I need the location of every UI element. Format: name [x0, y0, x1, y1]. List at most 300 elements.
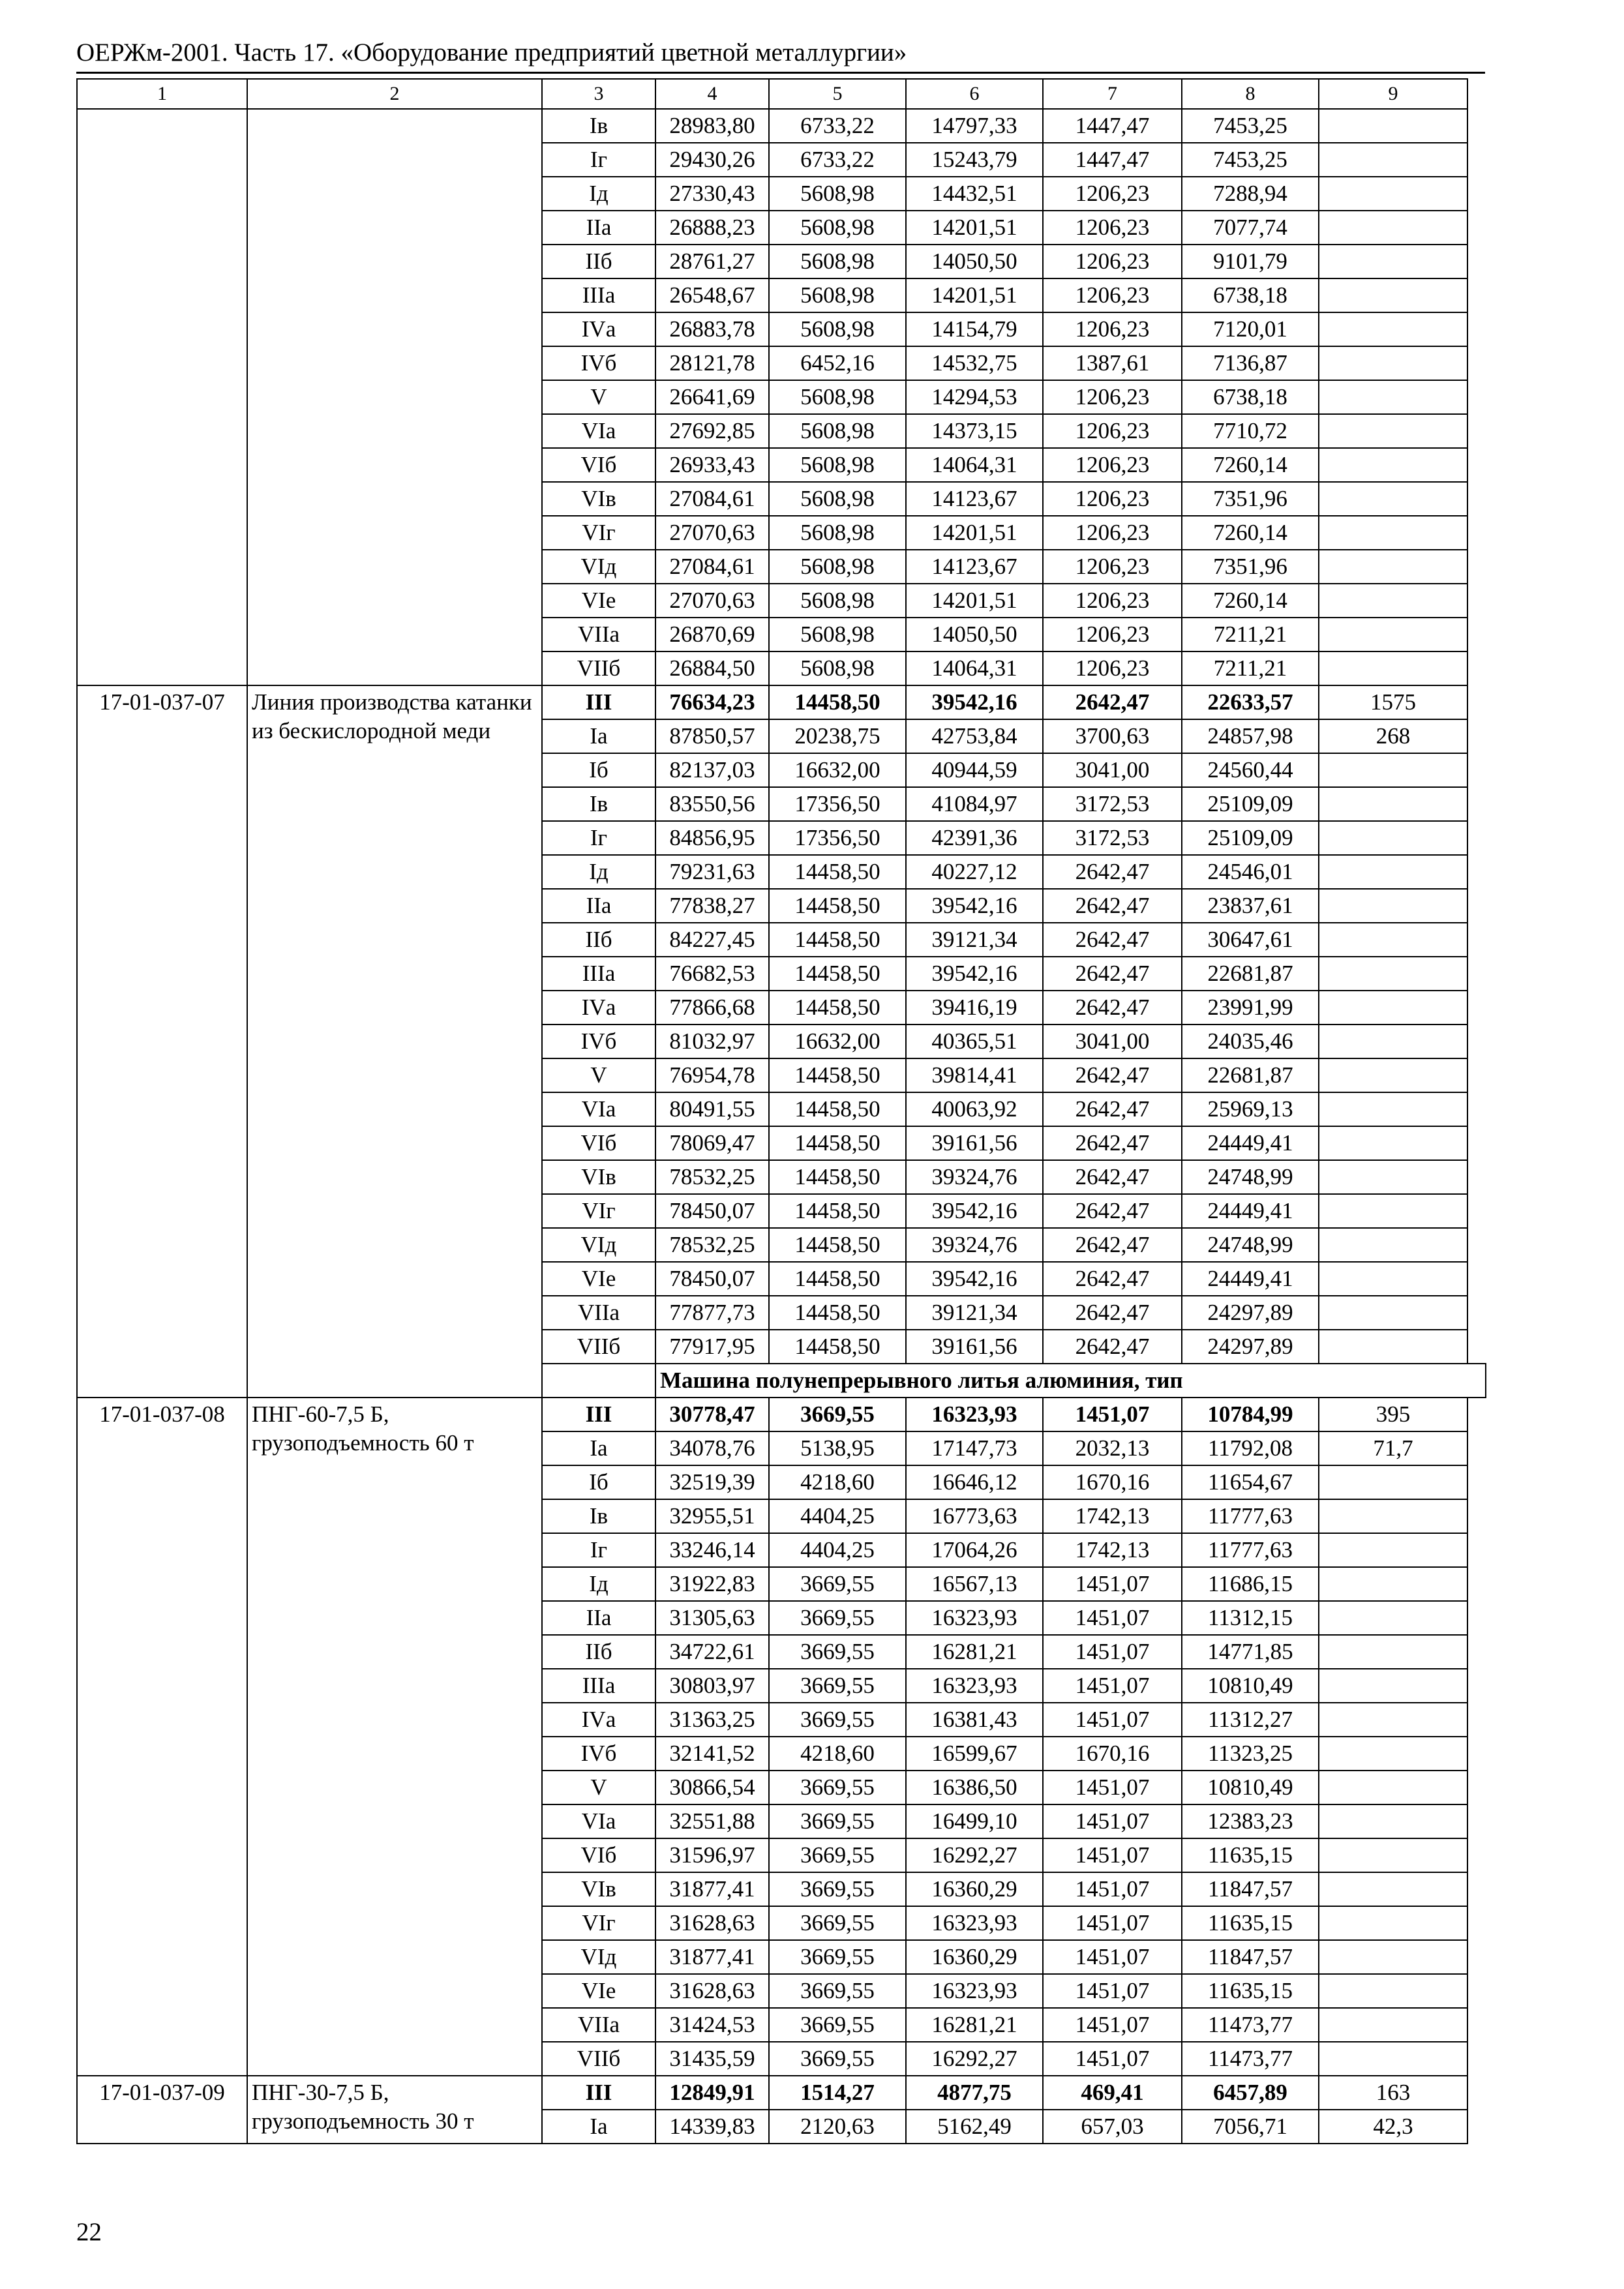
wages: 5608,98 — [769, 211, 906, 245]
operator-wages: 2642,47 — [1043, 889, 1182, 923]
machine-cost: 39324,76 — [906, 1160, 1043, 1194]
total-cost: 31305,63 — [655, 1601, 769, 1635]
wages: 3669,55 — [769, 2008, 906, 2042]
operator-wages: 1451,07 — [1043, 1804, 1182, 1838]
materials-cost: 11473,77 — [1182, 2008, 1319, 2042]
operator-wages: 1387,61 — [1043, 346, 1182, 380]
wages: 5608,98 — [769, 550, 906, 584]
materials-cost: 7260,14 — [1182, 584, 1319, 618]
total-cost: 78069,47 — [655, 1126, 769, 1160]
region-code: IVб — [542, 346, 655, 380]
total-cost: 78450,07 — [655, 1194, 769, 1228]
operator-wages: 3172,53 — [1043, 821, 1182, 855]
labor-hours — [1319, 177, 1467, 211]
labor-hours — [1319, 1160, 1467, 1194]
labor-hours — [1319, 1228, 1467, 1262]
operator-wages: 2642,47 — [1043, 957, 1182, 991]
region-code: VIг — [542, 1906, 655, 1940]
machine-cost: 16360,29 — [906, 1940, 1043, 1974]
labor-hours — [1319, 618, 1467, 651]
wages: 3669,55 — [769, 1669, 906, 1703]
wages: 14458,50 — [769, 855, 906, 889]
materials-cost: 30647,61 — [1182, 923, 1319, 957]
wages: 14458,50 — [769, 991, 906, 1025]
region-code: Iв — [542, 787, 655, 821]
total-cost: 14339,83 — [655, 2110, 769, 2144]
materials-cost: 7211,21 — [1182, 651, 1319, 685]
item-code: 17-01-037-08 — [77, 1398, 247, 2076]
operator-wages: 1206,23 — [1043, 550, 1182, 584]
region-code: III — [542, 2076, 655, 2110]
labor-hours — [1319, 1058, 1467, 1092]
wages: 14458,50 — [769, 1160, 906, 1194]
machine-cost: 42391,36 — [906, 821, 1043, 855]
machine-cost: 39542,16 — [906, 1262, 1043, 1296]
column-number: 1 — [77, 79, 247, 109]
machine-cost: 17064,26 — [906, 1533, 1043, 1567]
region-code: III — [542, 685, 655, 719]
wages: 14458,50 — [769, 1092, 906, 1126]
operator-wages: 1451,07 — [1043, 1635, 1182, 1669]
operator-wages: 1451,07 — [1043, 1771, 1182, 1804]
wages: 5608,98 — [769, 414, 906, 448]
item-name: Линия производства катанки из бескислородной меди — [247, 685, 542, 1398]
labor-hours — [1319, 109, 1467, 143]
materials-cost: 11792,08 — [1182, 1431, 1319, 1465]
item-row — [77, 1398, 1486, 1431]
wages: 3669,55 — [769, 1940, 906, 1974]
operator-wages: 3041,00 — [1043, 753, 1182, 787]
labor-hours — [1319, 550, 1467, 584]
operator-wages: 1451,07 — [1043, 1398, 1182, 1431]
wages: 5138,95 — [769, 1431, 906, 1465]
region-code: Iв — [542, 1499, 655, 1533]
labor-hours — [1319, 2008, 1467, 2042]
region-code: Iг — [542, 143, 655, 177]
region-code: Iв — [542, 109, 655, 143]
machine-cost: 14797,33 — [906, 109, 1043, 143]
item-name: ПНГ-30-7,5 Б, грузоподъемность 30 т — [247, 2076, 542, 2144]
labor-hours — [1319, 1838, 1467, 1872]
region-code: VIв — [542, 482, 655, 516]
region-code: Iа — [542, 2110, 655, 2144]
machine-cost: 16567,13 — [906, 1567, 1043, 1601]
operator-wages: 1206,23 — [1043, 651, 1182, 685]
wages: 20238,75 — [769, 719, 906, 753]
region-code: VIе — [542, 584, 655, 618]
machine-cost: 41084,97 — [906, 787, 1043, 821]
region-code: VIа — [542, 1804, 655, 1838]
labor-hours — [1319, 1635, 1467, 1669]
machine-cost: 39542,16 — [906, 889, 1043, 923]
wages: 5608,98 — [769, 312, 906, 346]
materials-cost: 7211,21 — [1182, 618, 1319, 651]
operator-wages: 3172,53 — [1043, 787, 1182, 821]
operator-wages: 1451,07 — [1043, 1838, 1182, 1872]
labor-hours — [1319, 584, 1467, 618]
region-code: VIб — [542, 448, 655, 482]
column-number: 8 — [1182, 79, 1319, 109]
wages: 2120,63 — [769, 2110, 906, 2144]
operator-wages: 2642,47 — [1043, 991, 1182, 1025]
wages: 5608,98 — [769, 618, 906, 651]
wages: 3669,55 — [769, 1838, 906, 1872]
labor-hours — [1319, 1092, 1467, 1126]
total-cost: 26888,23 — [655, 211, 769, 245]
materials-cost: 23991,99 — [1182, 991, 1319, 1025]
region-code: V — [542, 1771, 655, 1804]
materials-cost: 24449,41 — [1182, 1126, 1319, 1160]
column-number: 5 — [769, 79, 906, 109]
materials-cost: 10810,49 — [1182, 1771, 1319, 1804]
labor-hours — [1319, 1330, 1467, 1364]
labor-hours — [1319, 889, 1467, 923]
machine-cost: 16773,63 — [906, 1499, 1043, 1533]
total-cost: 26933,43 — [655, 448, 769, 482]
operator-wages: 469,41 — [1043, 2076, 1182, 2110]
materials-cost: 7077,74 — [1182, 211, 1319, 245]
region-code: III — [542, 1398, 655, 1431]
machine-cost: 14050,50 — [906, 618, 1043, 651]
labor-hours: 163 — [1319, 2076, 1467, 2110]
wages: 14458,50 — [769, 889, 906, 923]
operator-wages: 2032,13 — [1043, 1431, 1182, 1465]
machine-cost: 14201,51 — [906, 278, 1043, 312]
operator-wages: 2642,47 — [1043, 855, 1182, 889]
machine-cost: 14373,15 — [906, 414, 1043, 448]
total-cost: 78450,07 — [655, 1262, 769, 1296]
total-cost: 84227,45 — [655, 923, 769, 957]
region-code: VIг — [542, 516, 655, 550]
machine-cost: 14123,67 — [906, 482, 1043, 516]
operator-wages: 1206,23 — [1043, 278, 1182, 312]
labor-hours — [1319, 414, 1467, 448]
labor-hours — [1319, 991, 1467, 1025]
column-number-row — [77, 79, 1486, 109]
operator-wages: 2642,47 — [1043, 685, 1182, 719]
materials-cost: 10810,49 — [1182, 1669, 1319, 1703]
labor-hours — [1319, 1194, 1467, 1228]
total-cost: 77866,68 — [655, 991, 769, 1025]
operator-wages: 1206,23 — [1043, 414, 1182, 448]
region-code: Iг — [542, 821, 655, 855]
wages: 5608,98 — [769, 380, 906, 414]
wages: 5608,98 — [769, 584, 906, 618]
machine-cost: 14064,31 — [906, 651, 1043, 685]
labor-hours — [1319, 821, 1467, 855]
wages: 14458,50 — [769, 1330, 906, 1364]
total-cost: 34078,76 — [655, 1431, 769, 1465]
machine-cost: 16386,50 — [906, 1771, 1043, 1804]
labor-hours — [1319, 1601, 1467, 1635]
materials-cost: 22633,57 — [1182, 685, 1319, 719]
machine-cost: 40227,12 — [906, 855, 1043, 889]
machine-cost: 39121,34 — [906, 1296, 1043, 1330]
labor-hours — [1319, 211, 1467, 245]
price-table — [76, 78, 1486, 2144]
wages: 3669,55 — [769, 1703, 906, 1737]
region-code: IVа — [542, 312, 655, 346]
labor-hours — [1319, 1737, 1467, 1771]
materials-cost: 25109,09 — [1182, 821, 1319, 855]
machine-cost: 14050,50 — [906, 245, 1043, 278]
materials-cost: 11323,25 — [1182, 1737, 1319, 1771]
labor-hours — [1319, 346, 1467, 380]
item-row — [77, 685, 1486, 719]
region-code: IIIа — [542, 957, 655, 991]
operator-wages: 1451,07 — [1043, 1703, 1182, 1737]
labor-hours — [1319, 1567, 1467, 1601]
materials-cost: 11635,15 — [1182, 1838, 1319, 1872]
operator-wages: 2642,47 — [1043, 1330, 1182, 1364]
region-code: Iд — [542, 1567, 655, 1601]
machine-cost: 14201,51 — [906, 211, 1043, 245]
total-cost: 28121,78 — [655, 346, 769, 380]
materials-cost: 9101,79 — [1182, 245, 1319, 278]
total-cost: 27084,61 — [655, 482, 769, 516]
operator-wages: 1451,07 — [1043, 1974, 1182, 2008]
materials-cost: 11473,77 — [1182, 2042, 1319, 2076]
operator-wages: 1447,47 — [1043, 109, 1182, 143]
materials-cost: 11777,63 — [1182, 1499, 1319, 1533]
labor-hours: 71,7 — [1319, 1431, 1467, 1465]
region-code: VIа — [542, 1092, 655, 1126]
materials-cost: 7056,71 — [1182, 2110, 1319, 2144]
operator-wages: 2642,47 — [1043, 1058, 1182, 1092]
labor-hours — [1319, 1533, 1467, 1567]
labor-hours — [1319, 1703, 1467, 1737]
materials-cost: 10784,99 — [1182, 1398, 1319, 1431]
machine-cost: 14201,51 — [906, 584, 1043, 618]
materials-cost: 24297,89 — [1182, 1330, 1319, 1364]
region-code: V — [542, 380, 655, 414]
materials-cost: 6457,89 — [1182, 2076, 1319, 2110]
machine-cost: 16323,93 — [906, 1669, 1043, 1703]
materials-cost: 11312,15 — [1182, 1601, 1319, 1635]
wages: 4218,60 — [769, 1465, 906, 1499]
operator-wages: 1447,47 — [1043, 143, 1182, 177]
total-cost: 29430,26 — [655, 143, 769, 177]
wages: 4404,25 — [769, 1533, 906, 1567]
materials-cost: 6738,18 — [1182, 380, 1319, 414]
wages: 5608,98 — [769, 245, 906, 278]
labor-hours — [1319, 1872, 1467, 1906]
operator-wages: 1451,07 — [1043, 2042, 1182, 2076]
materials-cost: 7120,01 — [1182, 312, 1319, 346]
machine-cost: 39161,56 — [906, 1330, 1043, 1364]
labor-hours — [1319, 1940, 1467, 1974]
machine-cost: 16281,21 — [906, 2008, 1043, 2042]
total-cost: 12849,91 — [655, 2076, 769, 2110]
operator-wages: 2642,47 — [1043, 1160, 1182, 1194]
wages: 3669,55 — [769, 1601, 906, 1635]
labor-hours: 1575 — [1319, 685, 1467, 719]
materials-cost: 6738,18 — [1182, 278, 1319, 312]
page-number: 22 — [76, 2218, 102, 2246]
machine-cost: 14123,67 — [906, 550, 1043, 584]
operator-wages: 1451,07 — [1043, 1669, 1182, 1703]
labor-hours — [1319, 1804, 1467, 1838]
total-cost: 30803,97 — [655, 1669, 769, 1703]
wages: 3669,55 — [769, 1906, 906, 1940]
materials-cost: 11312,27 — [1182, 1703, 1319, 1737]
machine-cost: 39542,16 — [906, 1194, 1043, 1228]
wages: 16632,00 — [769, 753, 906, 787]
machine-cost: 15243,79 — [906, 143, 1043, 177]
region-code: VIIб — [542, 651, 655, 685]
wages: 14458,50 — [769, 957, 906, 991]
labor-hours: 395 — [1319, 1398, 1467, 1431]
materials-cost: 7453,25 — [1182, 143, 1319, 177]
region-code: VIа — [542, 414, 655, 448]
item-code: 17-01-037-07 — [77, 685, 247, 1398]
total-cost: 78532,25 — [655, 1228, 769, 1262]
wages: 4218,60 — [769, 1737, 906, 1771]
wages: 5608,98 — [769, 448, 906, 482]
labor-hours — [1319, 2042, 1467, 2076]
materials-cost: 22681,87 — [1182, 957, 1319, 991]
labor-hours: 268 — [1319, 719, 1467, 753]
total-cost: 27084,61 — [655, 550, 769, 584]
materials-cost: 24560,44 — [1182, 753, 1319, 787]
machine-cost: 14532,75 — [906, 346, 1043, 380]
materials-cost: 11847,57 — [1182, 1872, 1319, 1906]
labor-hours — [1319, 1465, 1467, 1499]
total-cost: 84856,95 — [655, 821, 769, 855]
wages: 14458,50 — [769, 1126, 906, 1160]
machine-cost: 16323,93 — [906, 1601, 1043, 1635]
labor-hours — [1319, 651, 1467, 685]
operator-wages: 1451,07 — [1043, 1567, 1182, 1601]
region-code: IIIа — [542, 278, 655, 312]
wages: 1514,27 — [769, 2076, 906, 2110]
region-code: Iд — [542, 855, 655, 889]
operator-wages: 1206,23 — [1043, 211, 1182, 245]
total-cost: 26870,69 — [655, 618, 769, 651]
wages: 17356,50 — [769, 821, 906, 855]
materials-cost: 24748,99 — [1182, 1160, 1319, 1194]
total-cost: 77877,73 — [655, 1296, 769, 1330]
labor-hours — [1319, 923, 1467, 957]
total-cost: 26883,78 — [655, 312, 769, 346]
operator-wages: 1206,23 — [1043, 448, 1182, 482]
region-code: VIв — [542, 1160, 655, 1194]
operator-wages: 1742,13 — [1043, 1533, 1182, 1567]
total-cost: 31363,25 — [655, 1703, 769, 1737]
materials-cost: 24748,99 — [1182, 1228, 1319, 1262]
total-cost: 31435,59 — [655, 2042, 769, 2076]
wages: 14458,50 — [769, 1296, 906, 1330]
total-cost: 76954,78 — [655, 1058, 769, 1092]
labor-hours — [1319, 1974, 1467, 2008]
machine-cost: 39161,56 — [906, 1126, 1043, 1160]
total-cost: 76634,23 — [655, 685, 769, 719]
region-code: IIб — [542, 245, 655, 278]
labor-hours — [1319, 516, 1467, 550]
materials-cost: 24857,98 — [1182, 719, 1319, 753]
operator-wages: 1206,23 — [1043, 245, 1182, 278]
total-cost: 81032,97 — [655, 1025, 769, 1058]
materials-cost: 24546,01 — [1182, 855, 1319, 889]
operator-wages: 1206,23 — [1043, 516, 1182, 550]
region-code: VIд — [542, 550, 655, 584]
table-row — [77, 109, 1486, 143]
wages: 14458,50 — [769, 1058, 906, 1092]
machine-cost: 39416,19 — [906, 991, 1043, 1025]
wages: 5608,98 — [769, 177, 906, 211]
total-cost: 28983,80 — [655, 109, 769, 143]
labor-hours — [1319, 787, 1467, 821]
wages: 14458,50 — [769, 923, 906, 957]
machine-cost: 16292,27 — [906, 2042, 1043, 2076]
operator-wages: 1670,16 — [1043, 1465, 1182, 1499]
total-cost: 30866,54 — [655, 1771, 769, 1804]
total-cost: 31424,53 — [655, 2008, 769, 2042]
materials-cost: 7260,14 — [1182, 516, 1319, 550]
total-cost: 31596,97 — [655, 1838, 769, 1872]
labor-hours — [1319, 1262, 1467, 1296]
materials-cost: 7260,14 — [1182, 448, 1319, 482]
operator-wages: 1206,23 — [1043, 177, 1182, 211]
wages: 3669,55 — [769, 1771, 906, 1804]
materials-cost: 11635,15 — [1182, 1974, 1319, 2008]
region-code: VIд — [542, 1228, 655, 1262]
region-code: Iа — [542, 719, 655, 753]
machine-cost: 14432,51 — [906, 177, 1043, 211]
wages: 14458,50 — [769, 1228, 906, 1262]
region-code: V — [542, 1058, 655, 1092]
wages: 3669,55 — [769, 1635, 906, 1669]
region-code: VIIа — [542, 618, 655, 651]
wages: 16632,00 — [769, 1025, 906, 1058]
machine-cost: 16499,10 — [906, 1804, 1043, 1838]
wages: 4404,25 — [769, 1499, 906, 1533]
machine-cost: 14294,53 — [906, 380, 1043, 414]
total-cost: 27070,63 — [655, 584, 769, 618]
region-code: Iб — [542, 1465, 655, 1499]
total-cost: 27692,85 — [655, 414, 769, 448]
labor-hours — [1319, 278, 1467, 312]
total-cost: 26548,67 — [655, 278, 769, 312]
total-cost: 32551,88 — [655, 1804, 769, 1838]
machine-cost: 40063,92 — [906, 1092, 1043, 1126]
operator-wages: 1206,23 — [1043, 380, 1182, 414]
column-number: 6 — [906, 79, 1043, 109]
section-title: Машина полунепрерывного литья алюминия, тип — [655, 1364, 1486, 1398]
region-code: VIе — [542, 1974, 655, 2008]
labor-hours — [1319, 1025, 1467, 1058]
region-code: IIб — [542, 1635, 655, 1669]
region-code: Iа — [542, 1431, 655, 1465]
materials-cost: 14771,85 — [1182, 1635, 1319, 1669]
total-cost: 32141,52 — [655, 1737, 769, 1771]
machine-cost: 40365,51 — [906, 1025, 1043, 1058]
operator-wages: 1206,23 — [1043, 584, 1182, 618]
materials-cost: 11686,15 — [1182, 1567, 1319, 1601]
machine-cost: 39542,16 — [906, 957, 1043, 991]
wages: 5608,98 — [769, 482, 906, 516]
region-code: VIд — [542, 1940, 655, 1974]
empty-code-cell — [77, 109, 247, 685]
region-code: IVб — [542, 1737, 655, 1771]
materials-cost: 11847,57 — [1182, 1940, 1319, 1974]
materials-cost: 24297,89 — [1182, 1296, 1319, 1330]
operator-wages: 657,03 — [1043, 2110, 1182, 2144]
wages: 3669,55 — [769, 1872, 906, 1906]
wages: 6452,16 — [769, 346, 906, 380]
labor-hours — [1319, 1499, 1467, 1533]
materials-cost: 24035,46 — [1182, 1025, 1319, 1058]
